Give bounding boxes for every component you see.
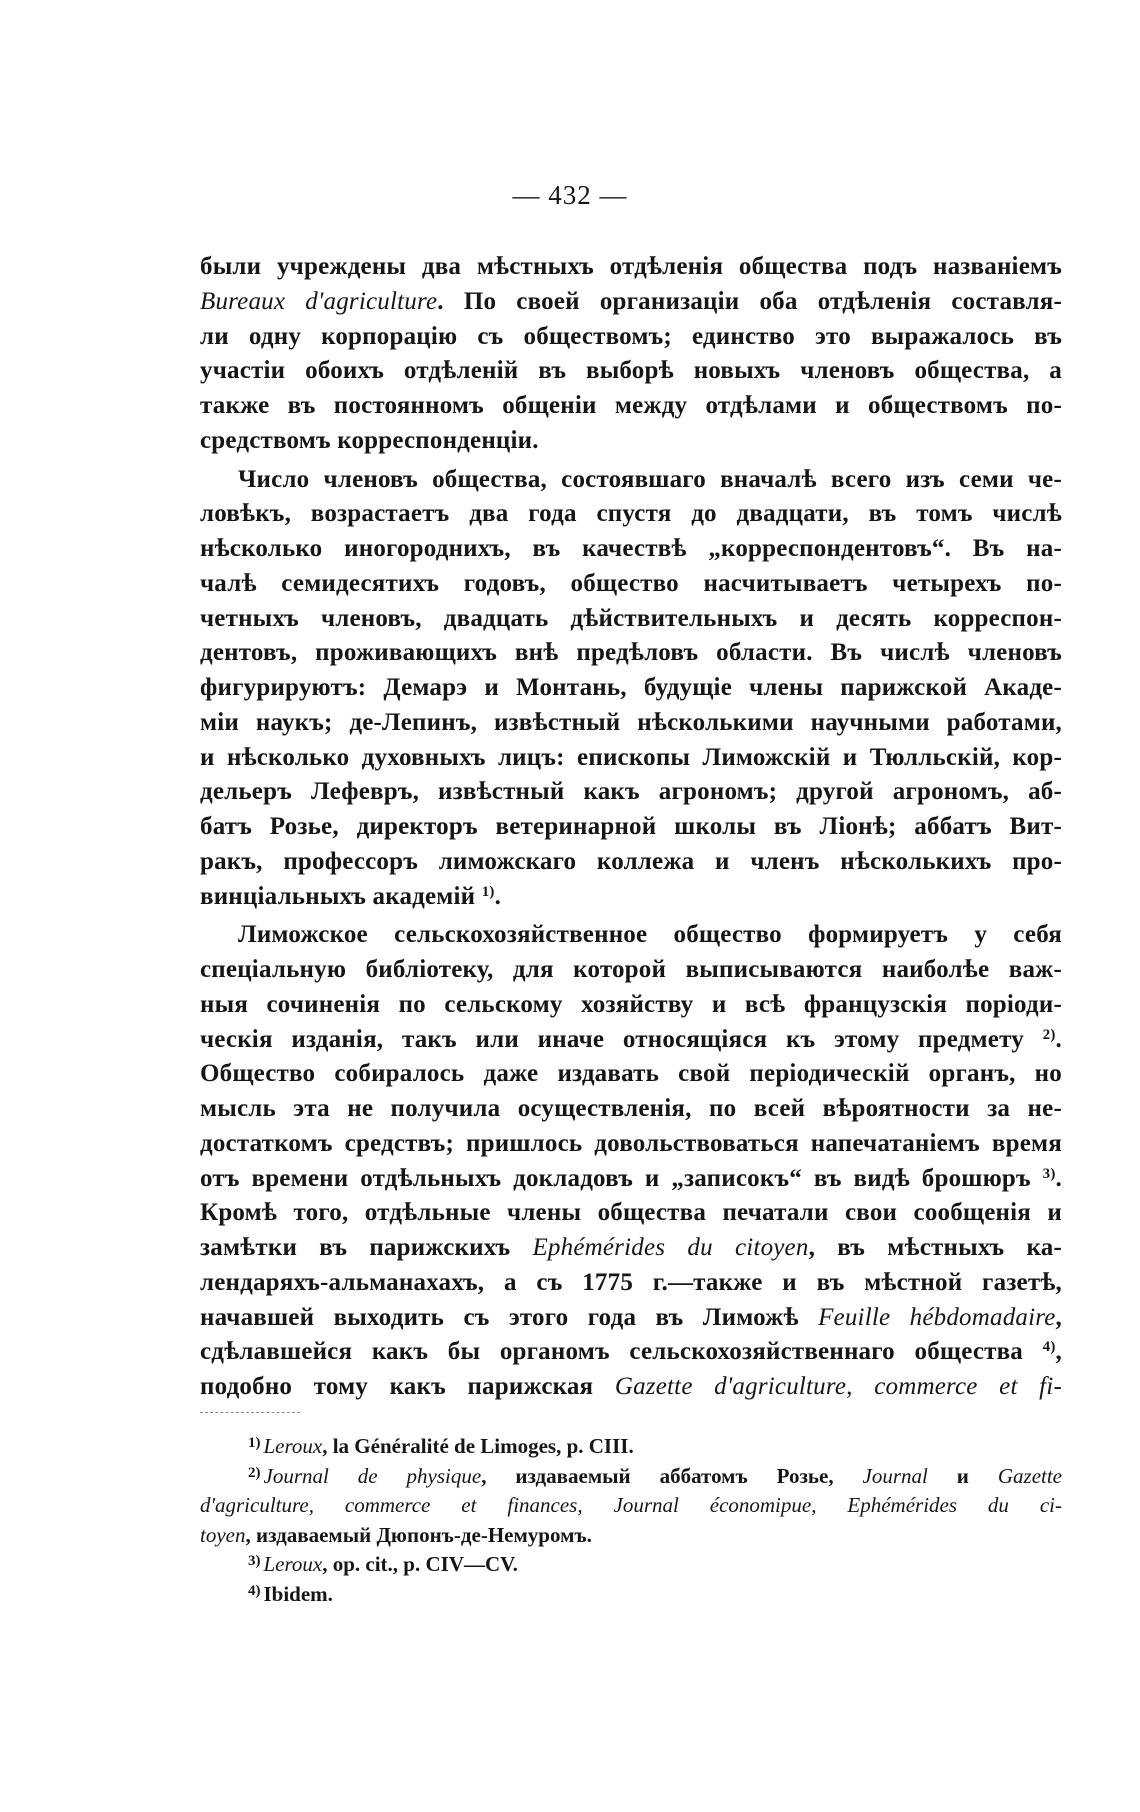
- footnote-line: $^{3)}$ Leroux, op. cit., p. CIV—CV.: [248, 1552, 518, 1576]
- text-line: Лиможское сельскохозяйственное общество формируетъ у себя: [238, 921, 1062, 949]
- text-line: четныхъ членовъ, двадцать дѣйствительныхъ и десять корреспон-: [200, 604, 1062, 632]
- text-line: также въ постоянномъ общеніи между отдѣлами и обществомъ по-: [200, 392, 1062, 419]
- text-line: ли одну корпорацію съ обществомъ; единство это выражалось въ: [200, 322, 1062, 350]
- text-line: замѣтки въ парижскихъ Ephémérides du citoyen, въ мѣстныхъ ка-: [200, 1234, 1062, 1261]
- text-line: отъ времени отдѣльныхъ докладовъ и „записокъ“ въ видѣ брошюръ $^{3)}$.: [200, 1164, 1062, 1192]
- footnotes: [200, 1432, 1062, 1609]
- footnote-ref: 2): [1042, 1026, 1056, 1043]
- text-line: батъ Розье, директоръ ветеринарной школы въ Ліонѣ; аббатъ Вит-: [200, 813, 1062, 840]
- italic-title: Leroux: [263, 1552, 323, 1576]
- italic-title: Leroux: [263, 1434, 323, 1458]
- footnote-line: [200, 1491, 1062, 1521]
- page-number: — 432 —: [512, 180, 628, 210]
- text-line: лендаряхъ-альманахахъ, а съ 1775 г.—также и въ мѣстной газетѣ,: [200, 1268, 1062, 1296]
- text-line: были учреждены два мѣстныхъ отдѣленія общества подъ названіемъ: [200, 253, 1062, 280]
- italic-title: Journal: [862, 1463, 928, 1488]
- footnote-ref: 1): [481, 883, 495, 900]
- text-line: достаткомъ средствъ; пришлось довольствоваться напечатаніемъ время: [200, 1129, 1062, 1157]
- italic-title: d'agriculture, commerce et finances, Journal économipue, Ephémérides du ci-: [200, 1493, 1062, 1517]
- body-text: [200, 250, 1062, 1405]
- text-line: ракъ, профессоръ лиможскаго коллежа и членъ нѣсколькихъ про-: [200, 847, 1062, 875]
- text-line: Кромѣ того, отдѣльные члены общества печатали свои сообщенія и: [200, 1199, 1062, 1227]
- text-line: спеціальную библіотеку, для которой выписываются наиболѣе важ-: [200, 956, 1062, 983]
- text-line: ческія изданія, такъ или иначе относящіяся къ этому предмету $^{2)}$.: [200, 1025, 1062, 1053]
- italic-title: Journal de physique: [263, 1463, 482, 1488]
- text-line: средствомъ корреспонденціи.: [200, 426, 539, 454]
- footnote-ref: 3): [1042, 1165, 1056, 1182]
- text-line: дельеръ Лефевръ, извѣстный какъ агрономъ; другой агрономъ, аб-: [200, 778, 1062, 806]
- footnote-line: toyen, издаваемый Дюпонъ-де-Немуромъ.: [200, 1522, 592, 1547]
- footnote-number: 3): [248, 1553, 261, 1569]
- text-line: міи наукъ; де-Лепинъ, извѣстный нѣсколькими научными работами,: [200, 708, 1062, 736]
- italic-title: Ephémérides du citoyen: [532, 1234, 809, 1261]
- text-line: фигурируютъ: Демарэ и Монтань, будущіе члены парижской Акаде-: [200, 674, 1062, 701]
- text-line: винціальныхъ академій $^{1)}$.: [200, 882, 502, 910]
- italic-title: toyen: [200, 1522, 246, 1547]
- italic-title: Bureaux d'agriculture: [200, 287, 438, 315]
- text-line: ныя сочиненія по сельскому хозяйству и всѣ французскія поріоди-: [200, 990, 1062, 1018]
- footnote-number: 2): [248, 1464, 261, 1481]
- text-line: дентовъ, проживающихъ внѣ предѣловъ области. Въ числѣ членовъ: [200, 639, 1062, 667]
- footnote-ref: 4): [1042, 1339, 1056, 1356]
- text-line: мысль эта не получила осуществленія, по всей вѣроятности за не-: [200, 1095, 1062, 1122]
- footnote-number: 4): [248, 1582, 261, 1599]
- text-line: и нѣсколько духовныхъ лицъ: епископы Лиможскій и Тюлльскій, кор-: [200, 743, 1062, 771]
- footnote-line: $^{4)}$ Ibidem.: [248, 1581, 333, 1606]
- text-line: Bureaux d'agriculture. По своей организаціи оба отдѣленія составля-: [200, 287, 1062, 315]
- text-line: начавшей выходить съ этого года въ Лиможѣ Feuille hébdomadaire,: [200, 1303, 1062, 1331]
- footnote-line: $^{2)}$ Journal de physique, издаваемый аббатомъ Розье, Journal и Gazette: [248, 1463, 1063, 1488]
- footnote-divider: [200, 1412, 300, 1413]
- italic-title: Feuille hébdomadaire: [818, 1303, 1056, 1331]
- text-line: нѣсколько иногороднихъ, въ качествѣ „корреспондентовъ“. Въ на-: [200, 535, 1062, 562]
- text-line: подобно тому какъ парижская Gazette d'agriculture, commerce et fi-: [200, 1373, 1062, 1400]
- text-line: Число членовъ общества, состоявшаго вначалѣ всего изъ семи че-: [238, 465, 1062, 493]
- text-line: Общество собиралось даже издавать свой періодическій органъ, но: [200, 1060, 1062, 1088]
- text-line: чалѣ семидесятихъ годовъ, общество насчитываетъ четырехъ по-: [200, 569, 1062, 597]
- footnote-line: $^{1)}$ Leroux, la Généralité de Limoges, p. CIII.: [248, 1434, 634, 1458]
- italic-title: Gazette: [997, 1463, 1063, 1488]
- text-line: ловѣкъ, возрастаетъ два года спустя до двадцати, въ томъ числѣ: [200, 500, 1062, 528]
- italic-title: Gazette d'agriculture, commerce et fi-: [614, 1373, 1062, 1400]
- footnote-number: 1): [248, 1435, 261, 1451]
- text-line: сдѣлавшейся какъ бы органомъ сельскохозяйственнаго общества $^{4)}$,: [200, 1338, 1062, 1366]
- text-line: участіи обоихъ отдѣленій въ выборѣ новыхъ членовъ общества, а: [200, 357, 1062, 385]
